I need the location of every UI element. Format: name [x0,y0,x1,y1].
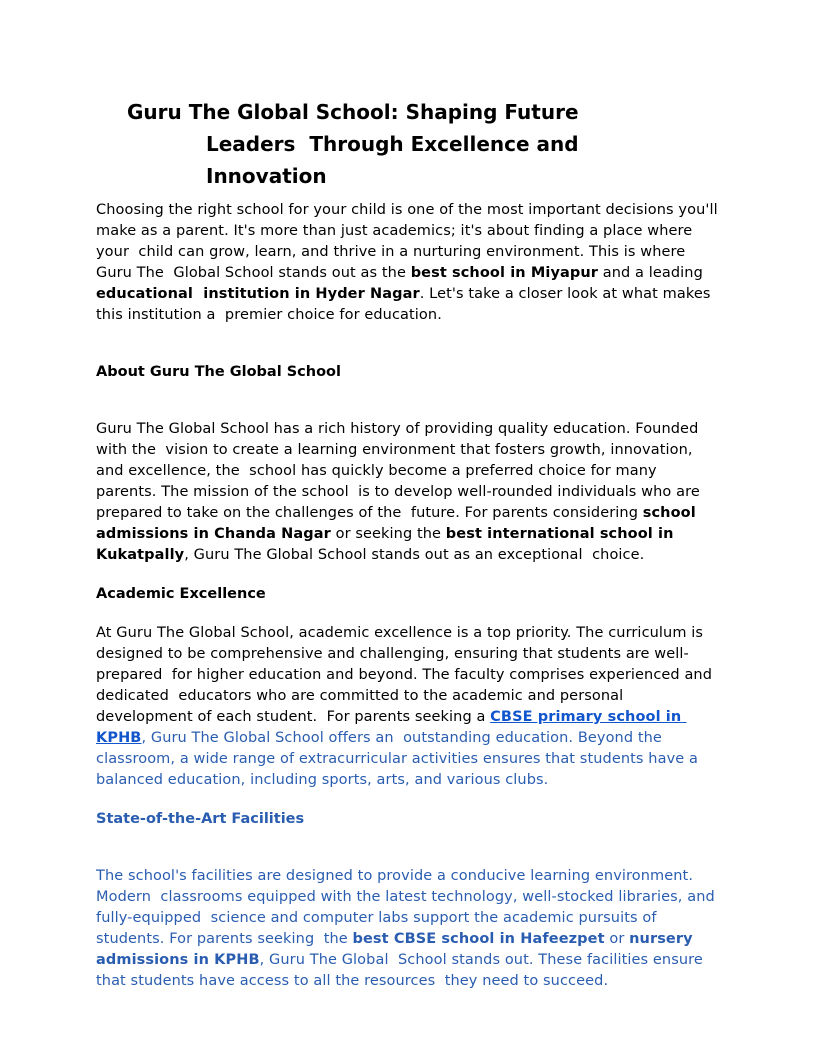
text-segment: At Guru The Global School, academic excellence is a top priority. The curriculum is designed to be comprehensive and challenging, ensuring that students are well-prepared for higher education and beyond. The faculty comprises experienced and dedicated educators who are committed to the academic and personal development of each student. For parents seeking a [96,625,717,725]
text-segment: , Guru The Global School stands out as an exceptional choice. [184,547,645,563]
keyword-school-admissions-chanda-nagar: school admissions in Chanda Nagar [96,505,701,542]
heading-about-school: About Guru The Global School [96,364,341,380]
keyword-educational-institution-hyder-nagar: educational institution in Hyder Nagar [96,286,420,302]
heading-facilities: State-of-the-Art Facilities [96,811,305,827]
heading-academic-excellence: Academic Excellence [96,586,266,602]
text-segment: or seeking the [330,526,446,542]
academic-paragraph [96,623,720,791]
document-title [96,96,720,192]
keyword-best-school-in-miyapur: best school in Miyapur [410,265,599,281]
text-segment-blue: , Guru The Global School stands out. These facilities ensure that students have access to all the resources they need to succeed. [96,952,708,989]
text-segment: Choosing the right school for your child is one of the most important decisions you'll make as a parent. It's more than just academics; it's about finding a place where your child can grow, learn, and thrive in a nurturing environment. This is where Guru The Global School stands out as the [96,202,728,281]
text-segment-blue: or [604,931,630,947]
keyword-best-cbse-school-hafeezpet: best CBSE school in Hafeezpet [352,931,605,947]
title-line-2: Leaders Through Excellence and [206,132,579,156]
intro-paragraph [96,200,728,326]
title-line-1: Guru The Global School: Shaping Future [127,100,579,124]
keyword-best-international-school-kukatpally: best international school in Kukatpally [96,526,679,563]
title-line-3: Innovation [206,164,327,188]
text-segment-blue: , Guru The Global School offers an outstanding education. Beyond the classroom, a wide range of extracurricular activities ensures that students have a balanced education, including sports, arts, and various clubs. [96,730,703,788]
about-paragraph [96,419,720,566]
facilities-paragraph [96,866,720,992]
keyword-nursery-admissions-kphb: nursery admissions in KPHB [96,931,698,968]
cbse-primary-school-kphb-link[interactable]: CBSE primary school in KPHB [96,709,687,746]
text-segment-blue: The school's facilities are designed to provide a conducive learning environment. Modern classrooms equipped with the latest technology, well-stocked libraries, and fully-equipped science and computer labs support the academic pursuits of students. For parents seeking the [96,868,720,947]
text-segment: and a leading [598,265,708,281]
text-segment: Guru The Global School has a rich history of providing quality education. Founded with the vision to create a learning environment that fosters growth, innovation, and excellence, the school has quickly become a preferred choice for many parents. The mission of the school is to develop well-rounded individuals who are prepared to take on the challenges of the future. For parents considering [96,421,705,521]
text-segment: . Let's take a closer look at what makes this institution a premier choice for education. [96,286,716,323]
